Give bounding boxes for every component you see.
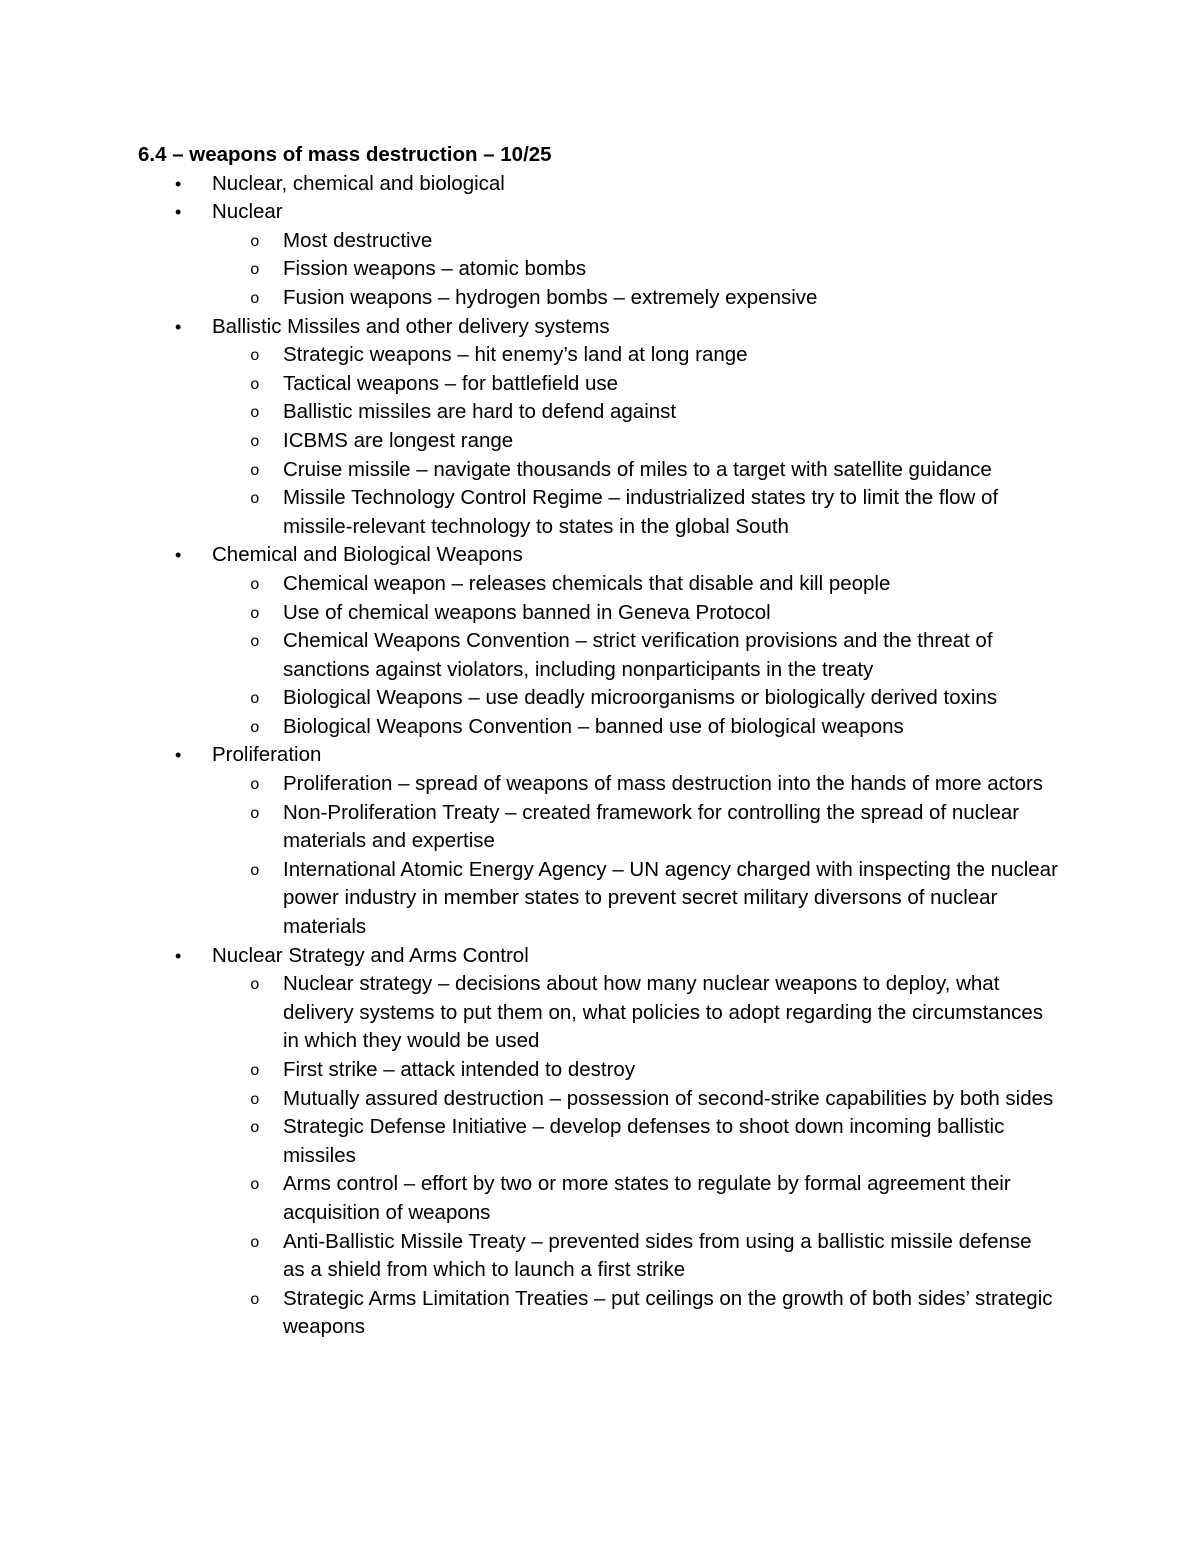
bullet-dot-icon: • [175, 173, 182, 194]
list-item [212, 799, 1058, 856]
list-item [212, 456, 1058, 485]
list-item-text: Arms control – effort by two or more states to regulate by formal agreement their acquisition of weapons [283, 1172, 1011, 1224]
circle-bullet-icon: o [250, 261, 260, 280]
section-heading: Nuclear, chemical and biological [212, 171, 505, 195]
list-item-text: International Atomic Energy Agency – UN agency charged with inspecting the nuclear power industry in member states to prevent secret military diversons of nuclear materials [283, 857, 1058, 939]
list-item-text: Mutually assured destruction – possession of second-strike capabilities by both sides [283, 1086, 1054, 1110]
list-item [212, 341, 1058, 370]
list-item-text: Chemical Weapons Convention – strict verification provisions and the threat of sanctions against violators, including nonparticipants in the treaty [283, 629, 993, 681]
list-item [212, 856, 1058, 942]
outline-section [138, 942, 1058, 1342]
circle-bullet-icon: o [250, 232, 260, 251]
list-item [212, 627, 1058, 684]
document-content [138, 141, 1058, 1342]
circle-bullet-icon: o [250, 575, 260, 594]
outline-section [138, 541, 1058, 741]
circle-bullet-icon: o [250, 404, 260, 423]
circle-bullet-icon: o [250, 1233, 260, 1252]
circle-bullet-icon: o [250, 432, 260, 451]
circle-bullet-icon: o [250, 718, 260, 737]
list-item-text: Chemical weapon – releases chemicals that disable and kill people [283, 571, 891, 595]
list-item-text: Most destructive [283, 228, 433, 252]
list-item [212, 1285, 1058, 1342]
list-item-text: Non-Proliferation Treaty – created framework for controlling the spread of nuclear materials and expertise [283, 800, 1020, 853]
list-item [212, 1056, 1058, 1085]
list-item [212, 255, 1058, 284]
list-item-text: Missile Technology Control Regime – industrialized states try to limit the flow of missile-relevant technology to states in the global South [283, 486, 999, 538]
list-item [212, 599, 1058, 628]
list-item-text: Strategic Defense Initiative – develop defenses to shoot down incoming ballistic missiles [283, 1115, 1005, 1167]
list-item [212, 1228, 1058, 1285]
section-heading: Chemical and Biological Weapons [212, 543, 523, 567]
circle-bullet-icon: o [250, 776, 260, 795]
circle-bullet-icon: o [250, 1290, 260, 1309]
list-item-text: Strategic Arms Limitation Treaties – put ceilings on the growth of both sides’ strategic weapons [283, 1286, 1053, 1339]
list-item-text: Use of chemical weapons banned in Geneva Protocol [283, 600, 771, 624]
bullet-dot-icon: • [175, 745, 182, 766]
list-item-text: Proliferation – spread of weapons of mass destruction into the hands of more actors [283, 772, 1044, 796]
list-item-text: First strike – attack intended to destroy [283, 1058, 636, 1081]
list-item [212, 1085, 1058, 1114]
list-item [212, 570, 1058, 599]
list-item-text: Cruise missile – navigate thousands of miles to a target with satellite guidance [283, 457, 992, 481]
circle-bullet-icon: o [250, 1176, 260, 1195]
outline-section [138, 313, 1058, 542]
list-item-text: Anti-Ballistic Missile Treaty – prevented sides from using a ballistic missile defense as a shield from which to launch a first strike [283, 1229, 1032, 1282]
section-heading: Nuclear Strategy and Arms Control [212, 943, 529, 967]
circle-bullet-icon: o [250, 375, 260, 394]
circle-bullet-icon: o [250, 289, 260, 308]
bullet-dot-icon: • [175, 945, 182, 966]
list-item [212, 713, 1058, 742]
circle-bullet-icon: o [250, 347, 260, 366]
outline-section [138, 198, 1058, 312]
circle-bullet-icon: o [250, 861, 260, 880]
circle-bullet-icon: o [250, 633, 260, 652]
circle-bullet-icon: o [250, 1090, 260, 1109]
list-item [212, 970, 1058, 1056]
sub-list [212, 970, 1058, 1342]
circle-bullet-icon: o [250, 604, 260, 623]
list-item [212, 684, 1058, 713]
list-item-text: ICBMS are longest range [283, 428, 514, 452]
bullet-dot-icon: • [175, 545, 182, 566]
circle-bullet-icon: o [250, 490, 260, 509]
list-item-text: Ballistic missiles are hard to defend against [283, 400, 677, 424]
list-item-text: Fission weapons – atomic bombs [283, 257, 587, 281]
list-item-text: Biological Weapons Convention – banned use of biological weapons [283, 714, 904, 738]
circle-bullet-icon: o [250, 1119, 260, 1138]
list-item [212, 1170, 1058, 1227]
circle-bullet-icon: o [250, 461, 260, 480]
outline-section [138, 741, 1058, 941]
list-item [212, 770, 1058, 799]
circle-bullet-icon: o [250, 804, 260, 823]
bullet-dot-icon: • [175, 202, 182, 223]
sub-list [212, 341, 1058, 541]
circle-bullet-icon: o [250, 976, 260, 995]
outline-list [138, 170, 1058, 1342]
list-item-text: Fusion weapons – hydrogen bombs – extremely expensive [283, 285, 818, 309]
list-item [212, 370, 1058, 399]
sub-list [212, 570, 1058, 742]
circle-bullet-icon: o [250, 690, 260, 709]
section-heading: Nuclear [212, 200, 283, 224]
list-item-text: Tactical weapons – for battlefield use [283, 371, 619, 395]
outline-section [138, 170, 1058, 199]
section-heading: Ballistic Missiles and other delivery systems [212, 314, 610, 338]
list-item [212, 427, 1058, 456]
list-item [212, 484, 1058, 541]
list-item [212, 227, 1058, 256]
list-item [212, 1113, 1058, 1170]
sub-list [212, 770, 1058, 942]
bullet-dot-icon: • [175, 316, 182, 337]
list-item [212, 284, 1058, 313]
page-title: 6.4 – weapons of mass destruction – 10/25 [138, 143, 552, 166]
list-item-text: Nuclear strategy – decisions about how many nuclear weapons to deploy, what delivery systems to put them on, what policies to adopt regarding the circumstances in which they would be used [283, 972, 1044, 1053]
sub-list [212, 227, 1058, 313]
circle-bullet-icon: o [250, 1062, 260, 1080]
section-heading: Proliferation [212, 743, 322, 767]
list-item-text: Biological Weapons – use deadly microorganisms or biologically derived toxins [283, 686, 998, 710]
list-item-text: Strategic weapons – hit enemy’s land at long range [283, 343, 748, 367]
list-item [212, 398, 1058, 427]
